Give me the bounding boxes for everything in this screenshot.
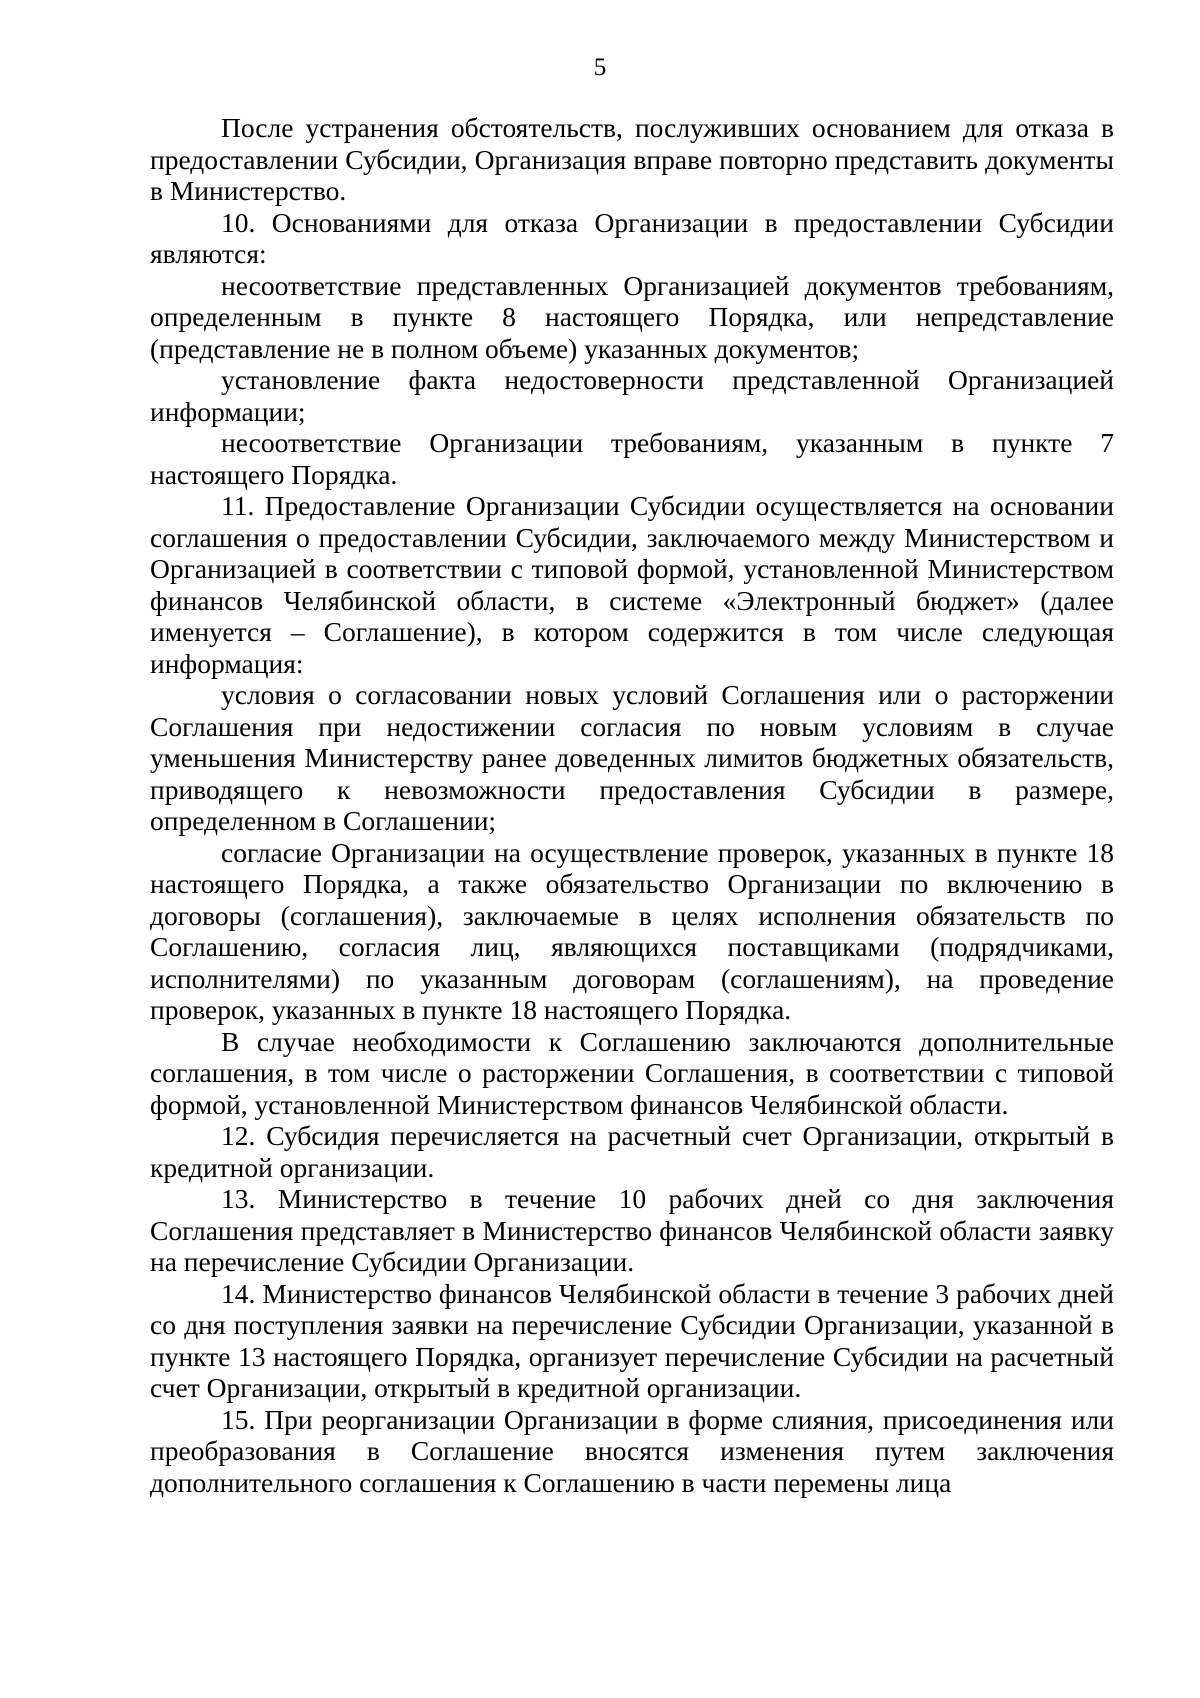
paragraph-agreement-inspections: согласие Организации на осуществление проверок, указанных в пункте 18 настоящего Порядка, а также обязательство Организации по включению в договоры (соглашения), заключаемые в целях исполнения обязательств по Соглашению, согласия лиц, являющихся поставщиками (подрядчиками, исполнителями) по указанным договорам (соглашениям), на проведение проверок, указанных в пункте 18 настоящего Порядка. xyxy=(150,836,1114,1025)
paragraph-item-12: 12. Субсидия перечисляется на расчетный счет Организации, открытый в кредитной организации. xyxy=(150,1120,1114,1183)
paragraph-item-11: 11. Предоставление Организации Субсидии осуществляется на основании соглашения о предоставлении Субсидии, заключаемого между Министерством и Организацией в соответствии с типовой формой, установленной Министерством финансов Челябинской области, в системе «Электронный бюджет» (далее именуется – Соглашение), в котором содержится в том числе следующая информация: xyxy=(150,490,1114,679)
document-body xyxy=(150,112,1114,1498)
paragraph-agreement-conditions: условия о согласовании новых условий Соглашения или о расторжении Соглашения при недостижении согласия по новым условиям в случае уменьшения Министерству ранее доведенных лимитов бюджетных обязательств, приводящего к невозможности предоставления Субсидии в размере, определенном в Соглашении; xyxy=(150,679,1114,836)
paragraph-ground-false-info: установление факта недостоверности представленной Организацией информации; xyxy=(150,364,1114,427)
page-number: 5 xyxy=(593,54,607,81)
paragraph-ground-documents: несоответствие представленных Организацией документов требованиям, определенным в пункте 8 настоящего Порядка, или непредставление (представление не в полном объеме) указанных документов; xyxy=(150,269,1114,364)
paragraph-item-10: 10. Основаниями для отказа Организации в предоставлении Субсидии являются: xyxy=(150,206,1114,269)
paragraph-item-14: 14. Министерство финансов Челябинской области в течение 3 рабочих дней со дня поступления заявки на перечисление Субсидии Организации, указанной в пункте 13 настоящего Порядка, организует перечисление Субсидии на расчетный счет Организации, открытый в кредитной организации. xyxy=(150,1277,1114,1403)
paragraph-item-15: 15. При реорганизации Организации в форме слияния, присоединения или преобразования в Соглашение вносятся изменения путем заключения дополнительного соглашения к Соглашению в части перемены лица xyxy=(150,1403,1114,1498)
paragraph-ground-requirements: несоответствие Организации требованиям, указанным в пункте 7 настоящего Порядка. xyxy=(150,427,1114,490)
paragraph-item-13: 13. Министерство в течение 10 рабочих дней со дня заключения Соглашения представляет в Министерство финансов Челябинской области заявку на перечисление Субсидии Организации. xyxy=(150,1183,1114,1277)
paragraph-additional-agreements: В случае необходимости к Соглашению заключаются дополнительные соглашения, в том числе о расторжении Соглашения, в соответствии с типовой формой, установленной Министерством финансов Челябинской области. xyxy=(150,1025,1114,1120)
paragraph-refusal-resubmission: После устранения обстоятельств, послуживших основанием для отказа в предоставлении Субсидии, Организация вправе повторно представить документы в Министерство. xyxy=(150,112,1114,206)
